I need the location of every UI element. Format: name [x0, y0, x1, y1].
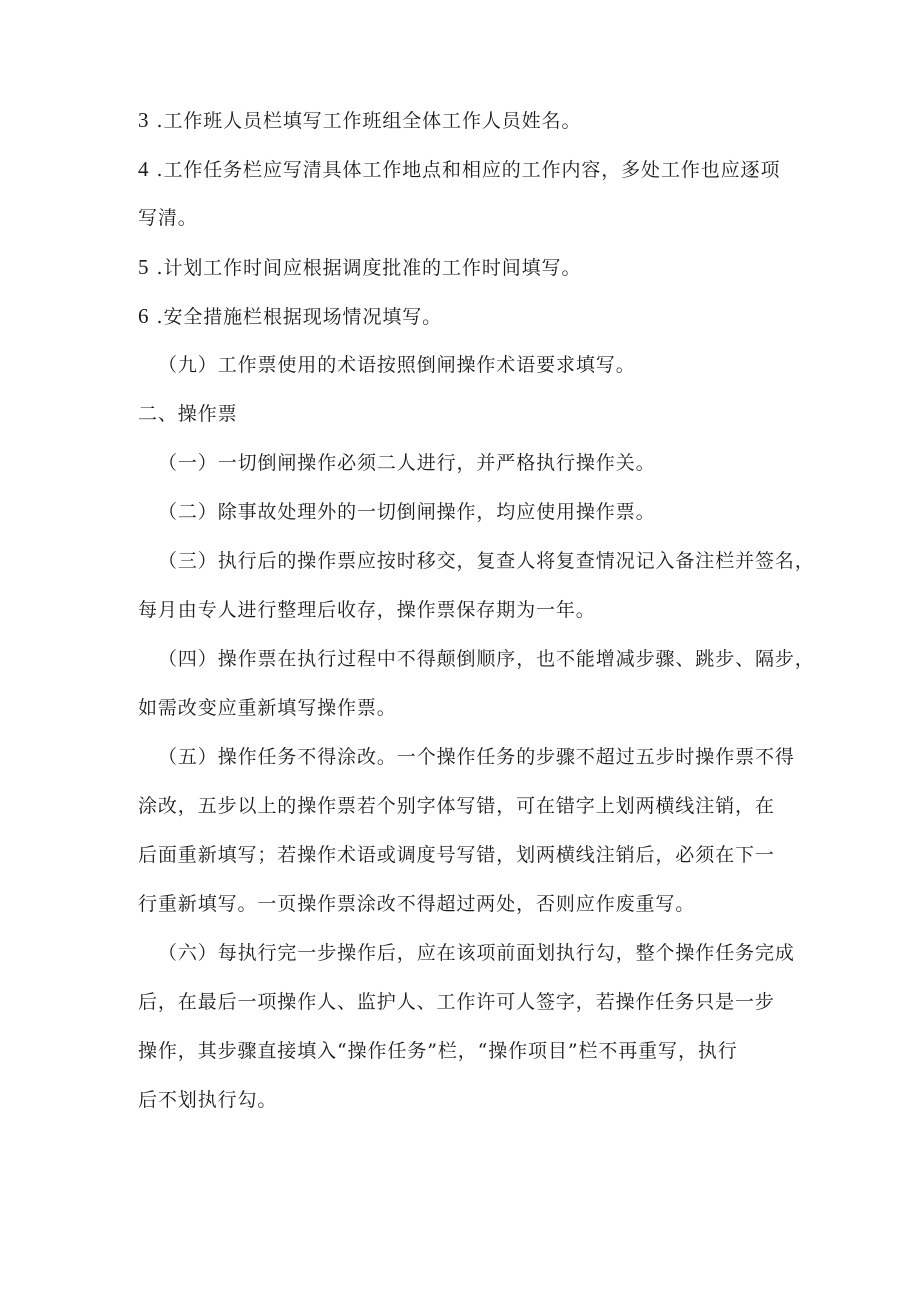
- item-text: .安全措施栏根据现场情况填写。: [156, 306, 443, 328]
- paragraph-5-line-2: 涂改，五步以上的操作票若个别字体写错，可在错字上划两横线注销，在: [138, 795, 775, 817]
- list-item-6: [138, 304, 442, 329]
- section-heading: 二、操作票: [138, 403, 238, 425]
- paragraph-5-line-3: 后面重新填写；若操作术语或调度号写错，划两横线注销后，必须在下一: [138, 844, 775, 866]
- paragraph-5-line-1: （五）操作任务不得涂改。一个操作任务的步骤不超过五步时操作票不得: [158, 746, 795, 768]
- paragraph-9: （九）工作票使用的术语按照倒闸操作术语要求填写。: [158, 354, 636, 376]
- list-item-3: [138, 108, 581, 133]
- paragraph-4-line-2: 如需改变应重新填写操作票。: [138, 697, 397, 719]
- paragraph-3-line-1: （三）执行后的操作票应按时移交，复查人将复查情况记入备注栏并签名，: [158, 550, 815, 572]
- item-text: .工作班人员栏填写工作班组全体工作人员姓名。: [156, 110, 582, 132]
- paragraph-1: （一）一切倒闸操作必须二人进行，并严格执行操作关。: [158, 452, 656, 474]
- paragraph-4-line-1: （四）操作票在执行过程中不得颠倒顺序，也不能增减步骤、跳步、隔步，: [158, 648, 815, 670]
- list-item-4-continuation: 写清。: [138, 207, 198, 229]
- paragraph-6-line-4: 后不划执行勾。: [138, 1089, 278, 1111]
- item-number: 5: [138, 255, 149, 279]
- item-text: .工作任务栏应写清具体工作地点和相应的工作内容，多处工作也应逐项: [156, 159, 781, 181]
- paragraph-5-line-4: 行重新填写。一页操作票涂改不得超过两处，否则应作废重写。: [138, 893, 696, 915]
- list-item-5: [138, 255, 581, 280]
- paragraph-2: （二）除事故处理外的一切倒闸操作，均应使用操作票。: [158, 501, 656, 523]
- item-number: 3: [138, 108, 149, 132]
- paragraph-6-line-1: （六）每执行完一步操作后，应在该项前面划执行勾，整个操作任务完成: [158, 942, 795, 964]
- item-text: .计划工作时间应根据调度批准的工作时间填写。: [156, 257, 582, 279]
- list-item-4: [138, 157, 780, 182]
- paragraph-3-line-2: 每月由专人进行整理后收存，操作票保存期为一年。: [138, 599, 596, 621]
- item-number: 4: [138, 157, 149, 181]
- item-number: 6: [138, 304, 149, 328]
- paragraph-6-line-2: 后，在最后一项操作人、监护人、工作许可人签字，若操作任务只是一步: [138, 991, 775, 1013]
- paragraph-6-line-3: 操作，其步骤直接填入“操作任务”栏，“操作项目”栏不再重写，执行: [138, 1040, 738, 1062]
